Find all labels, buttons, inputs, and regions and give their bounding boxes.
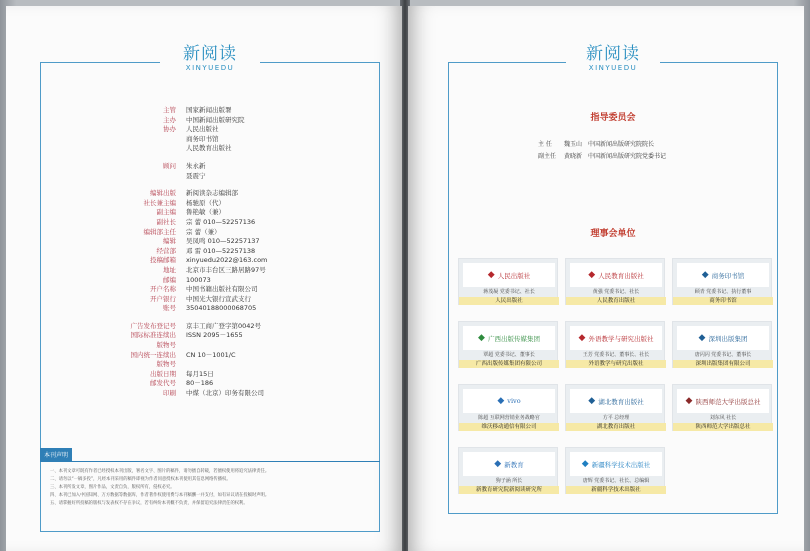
member-logo [677, 389, 769, 413]
member-card [458, 258, 558, 305]
masthead-value: 人民教育出版社 [186, 144, 232, 153]
magazine-logo [568, 44, 658, 72]
member-card [565, 384, 665, 431]
member-person: 顾青 党委书记、执行董事 [694, 289, 752, 295]
masthead-row [126, 389, 366, 399]
member-logo [570, 452, 662, 476]
masthead-key: 国际标准连续出版物号 [130, 331, 176, 350]
guide-title: 指导委员会 [590, 113, 636, 123]
masthead-value: xinyuedu2022@163.com [186, 256, 268, 265]
masthead-row [126, 106, 366, 116]
member-logo-text: 陕西师范大学出版总社 [695, 397, 761, 406]
masthead-row [126, 199, 366, 209]
masthead-value: 鲁艳敏（兼） [186, 208, 225, 217]
masthead-key [126, 135, 186, 145]
member-card [672, 321, 772, 368]
masthead-list [126, 106, 366, 399]
member-logo [463, 452, 555, 476]
masthead-key: 开户银行 [150, 294, 176, 303]
member-card [672, 384, 772, 431]
masthead-key: 邮发代号 [150, 379, 176, 388]
masthead-key: 地址 [163, 265, 176, 274]
member-card [458, 321, 558, 368]
masthead-value: 80－186 [186, 379, 214, 388]
masthead-value: 京丰工商广登字第0042号 [186, 321, 262, 330]
publisher-mark-icon: ◆ [588, 396, 596, 406]
masthead-row [126, 379, 366, 389]
masthead-key: 印刷 [163, 389, 176, 398]
masthead-value: 中国新闻出版研究院 [186, 115, 245, 124]
guide-row [538, 139, 666, 151]
masthead-key: 顾问 [163, 161, 176, 170]
masthead-value: 宗 蕾（兼） [186, 227, 221, 236]
logo-en: XINYUEDU [588, 64, 638, 72]
publisher-mark-icon: ◆ [487, 270, 495, 280]
member-logo [677, 263, 769, 287]
member-logo-text: 人民出版社 [497, 271, 531, 280]
masthead-row [126, 135, 366, 145]
masthead-key: 社长兼主编 [143, 198, 176, 207]
member-card [458, 384, 558, 431]
masthead-key: 账号 [163, 304, 176, 313]
right-page [408, 6, 804, 551]
masthead-row [126, 331, 366, 350]
left-page [6, 6, 402, 551]
notice-item: 二、请勿以“一稿多投”，凡经本刊采用的稿件即视为作者同意授权本刊使用其信息网络传播权。 [50, 477, 231, 482]
notice-rule [40, 461, 380, 462]
member-person: 刘东风 社长 [709, 415, 737, 421]
member-person: 王芳 党委书记、董事长、社长 [582, 352, 650, 358]
masthead-key: 出版日期 [150, 369, 176, 378]
masthead-value: CN 10－1001/C [186, 350, 236, 359]
masthead-row [126, 247, 366, 257]
masthead-key: 经营部 [156, 246, 176, 255]
masthead-key: 编辑 [163, 237, 176, 246]
masthead-row [126, 266, 366, 276]
masthead-value: 国家新闻出版署 [186, 106, 232, 114]
guide-role: 副主任 [538, 153, 557, 160]
masthead-row [126, 208, 366, 218]
masthead-key: 投稿邮箱 [150, 256, 176, 265]
member-logo [463, 326, 555, 350]
masthead-value: 中国光大银行宣武支行 [186, 294, 251, 303]
masthead-value: 杨驰原（代） [186, 198, 225, 207]
publisher-mark-icon: ◆ [701, 270, 709, 280]
masthead-row [126, 162, 366, 172]
notice-item: 一、本刊文章可既有作者已经授权本刊出版，署名文字、图片的稿件，请勿擅自转载，若擅权使用将追究法律责任。 [50, 469, 270, 474]
masthead-key: 开户名称 [150, 285, 176, 294]
masthead-gap [126, 181, 366, 189]
member-logo [463, 389, 555, 413]
masthead-row [126, 285, 366, 295]
masthead-value: 每月15日 [186, 369, 214, 378]
masthead-row [126, 256, 366, 266]
masthead-key: 副社长 [156, 217, 176, 226]
publisher-mark-icon: ◆ [698, 333, 706, 343]
masthead-key [126, 144, 186, 154]
notice-item: 五、请掌握好所投稿的版权与发表权不存在争议，若有纠纷本刊概不负责，并保留追究法律责任的权利。 [50, 501, 248, 506]
guide-role: 主 任 [538, 141, 552, 148]
member-org: 外语教学与研究出版社 [566, 360, 666, 368]
guide-title-text: 中国新闻出版研究院党委书记 [588, 153, 667, 160]
member-logo-text: 商务印书馆 [711, 271, 745, 280]
member-org: 湖北教育出版社 [566, 423, 666, 431]
member-card [458, 447, 558, 494]
member-logo-text: 人民教育出版社 [598, 271, 644, 280]
member-person: 方平 总经理 [602, 415, 630, 421]
masthead-key: 编辑部主任 [143, 227, 176, 236]
member-org: 商务印书馆 [673, 297, 773, 305]
publisher-mark-icon: ◆ [494, 459, 502, 469]
member-logo [570, 263, 662, 287]
masthead-row [126, 189, 366, 199]
member-org: 新疆科学技术出版社 [566, 486, 666, 494]
masthead-value: 宗 蕾 010—52257136 [186, 217, 256, 226]
masthead-row [126, 295, 366, 305]
member-logo [463, 263, 555, 287]
member-logo-text: vivo [507, 397, 521, 405]
member-person: 蒋茂凝 党委书记、社长 [483, 289, 535, 295]
member-logo-text: 新教育 [504, 460, 524, 469]
member-logo [570, 389, 662, 413]
member-card [672, 258, 772, 305]
masthead-value: 100073 [186, 275, 211, 284]
member-org: 新教育研究院新阅读研究所 [459, 486, 559, 494]
masthead-row [126, 351, 366, 370]
notice-box [40, 442, 380, 508]
masthead-key: 编辑出版 [150, 189, 176, 198]
member-person: 黄强 党委书记、社长 [592, 289, 640, 295]
masthead-row [126, 276, 366, 286]
masthead-value: ISSN 2095－1655 [186, 331, 243, 340]
masthead-value: 中煤（北京）印务有限公司 [186, 389, 264, 398]
member-card [565, 447, 665, 494]
member-card [565, 321, 665, 368]
publisher-mark-icon: ◆ [588, 270, 596, 280]
member-person: 狗子涵 所长 [495, 478, 523, 484]
masthead-value: 新阅读杂志编辑部 [186, 189, 238, 198]
member-logo-text: 新疆科学技术出版社 [591, 460, 651, 469]
masthead-row [126, 144, 366, 154]
masthead-key [126, 172, 186, 182]
member-org: 人民出版社 [459, 297, 559, 305]
masthead-value: 人民出版社 [186, 125, 219, 134]
masthead-value: 中国书籍出版社有限公司 [186, 285, 258, 294]
masthead-value: 吴凤鸣 010—52257137 [186, 237, 260, 246]
masthead-key: 协办 [163, 125, 176, 134]
masthead-row [126, 370, 366, 380]
member-logo [570, 326, 662, 350]
council-title: 理事会单位 [590, 229, 636, 239]
masthead-key: 副主编 [156, 208, 176, 217]
masthead-value: 朱永新 [186, 161, 206, 170]
member-logo [677, 326, 769, 350]
member-person: 唐闪闪 党委书记、董事长 [694, 352, 752, 358]
masthead-value: 35040188000068705 [186, 304, 257, 313]
masthead-row [126, 116, 366, 126]
masthead-value: 聂震宁 [186, 171, 206, 180]
member-card [565, 258, 665, 305]
member-org: 深圳出版集团有限公司 [673, 360, 773, 368]
masthead-value: 商务印书馆 [186, 134, 219, 143]
member-logo-text: 外语教学与研究出版社 [588, 334, 654, 343]
masthead-key: 国内统一连续出版物号 [130, 350, 176, 369]
masthead-row [126, 172, 366, 182]
logo-en: XINYUEDU [185, 64, 235, 72]
member-person: 唐辉 党委书记、社长、总编辑 [582, 478, 650, 484]
guide-name: 魏玉山 [564, 141, 583, 148]
masthead-value: 北京市丰台区三路居路97号 [186, 265, 266, 274]
guide-row [538, 151, 666, 163]
masthead-row [126, 304, 366, 314]
publisher-mark-icon: ◆ [497, 396, 505, 406]
logo-cn: 新阅读 [586, 44, 640, 64]
masthead-row [126, 125, 366, 135]
publisher-mark-icon: ◆ [581, 459, 589, 469]
member-org: 维沃移动通信有限公司 [459, 423, 559, 431]
masthead-value: 邓 雷 010—52257138 [186, 246, 256, 255]
masthead-key: 广告发布登记号 [130, 321, 176, 330]
masthead-row [126, 237, 366, 247]
logo-cn: 新阅读 [183, 44, 237, 64]
masthead-key: 邮编 [163, 275, 176, 284]
notice-item: 三、本刊所发文章，图片作品，文责自负，版权所有，侵权必究。 [50, 485, 175, 490]
member-person: 陈超 互联网营销业务战略官 [478, 415, 540, 421]
masthead-key: 主管 [163, 106, 176, 114]
member-logo-text: 广西出版传媒集团 [487, 334, 540, 343]
notice-list [40, 468, 380, 508]
member-logo-text: 深圳出版集团 [708, 334, 748, 343]
member-org: 陕西师范大学出版总社 [673, 423, 773, 431]
member-org: 广西出版传媒集团有限公司 [459, 360, 559, 368]
magazine-logo [165, 44, 255, 72]
guide-title-text: 中国新闻出版研究院院长 [588, 141, 655, 148]
member-org: 人民教育出版社 [566, 297, 666, 305]
masthead-key: 主办 [163, 115, 176, 124]
member-person: 覃超 党委书记、董事长 [483, 352, 535, 358]
member-logo-text: 湖北教育出版社 [598, 397, 644, 406]
publisher-mark-icon: ◆ [578, 333, 586, 343]
masthead-row [126, 228, 366, 238]
masthead-row [126, 218, 366, 228]
guide-name: 黄晓新 [564, 153, 583, 160]
publisher-mark-icon: ◆ [478, 333, 485, 343]
guide-list [538, 139, 666, 163]
publisher-mark-icon: ◆ [685, 396, 693, 406]
notice-tag: 本刊声明 [40, 448, 72, 461]
notice-item: 四、本刊已加入中国知网、万方数据等数据库，作者著作权使用费与本刊稿酬一并支付，如有异议请在投稿时声明。 [50, 493, 270, 498]
masthead-gap [126, 314, 366, 322]
masthead-gap [126, 154, 366, 162]
